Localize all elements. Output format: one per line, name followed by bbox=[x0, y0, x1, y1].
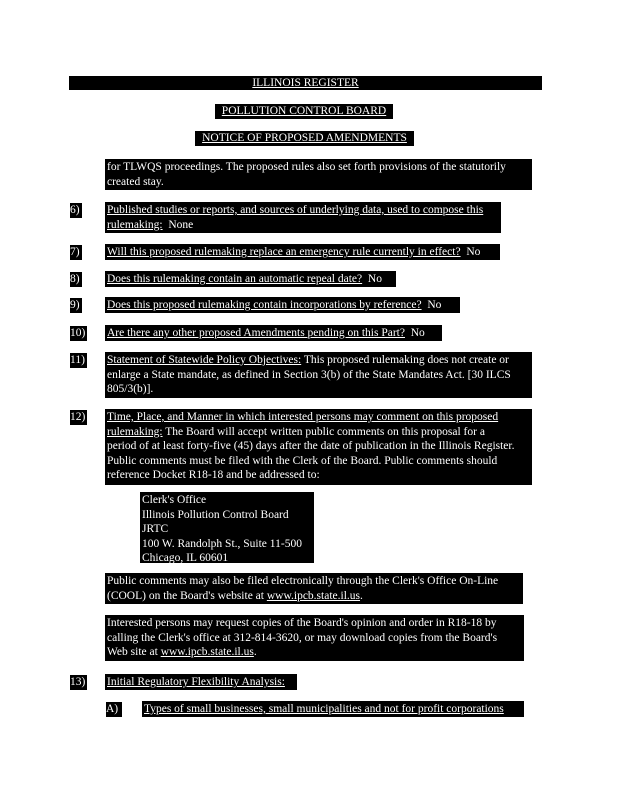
copies-line-2: calling the Clerk's office at 312-814-3620, or may download copies from the Board's bbox=[107, 631, 498, 644]
item-7-question: Will this proposed rulemaking replace an emergency rule currently in effect? bbox=[107, 246, 461, 258]
item-6-line-1: Published studies or reports, and sources of underlying data, used to compose this bbox=[107, 204, 484, 216]
item-10-question: Are there any other proposed Amendments pending on this Part? bbox=[107, 327, 405, 339]
item-6-label-end: rulemaking: bbox=[107, 218, 163, 231]
item-11-line-3: 805/3(b)]. bbox=[107, 383, 154, 395]
item-7-answer: No bbox=[466, 246, 481, 258]
item-9-answer: No bbox=[427, 299, 442, 311]
address-line-2: Illinois Pollution Control Board bbox=[142, 508, 289, 521]
item-12-line-3: period of at least forty-five (45) days after the date of publication in the Illinois Register. bbox=[107, 440, 515, 452]
copies-line-1: Interested persons may request copies of the Board's opinion and order in R18-18 by bbox=[107, 617, 497, 629]
cool-line-1: Public comments may also be filed electronically through the Clerk's Office On-Line bbox=[107, 575, 499, 587]
item-11-text bbox=[105, 352, 532, 398]
item-10-number: 10) bbox=[70, 327, 86, 339]
item-6-answer: None bbox=[168, 218, 194, 231]
copies-website-link[interactable]: www.ipcb.state.il.us bbox=[160, 646, 254, 658]
address-line-5: Chicago, IL 60601 bbox=[142, 552, 229, 564]
item-12-label-line-2: rulemaking: bbox=[107, 425, 163, 438]
board-header: POLLUTION CONTROL BOARD bbox=[215, 104, 393, 119]
item-a-label: Types of small businesses, small municipalities and not for profit corporations bbox=[142, 701, 524, 717]
item-8-number: 8) bbox=[70, 272, 82, 287]
item-12-line-4: Public comments must be filed with the Clerk of the Board. Public comments should bbox=[107, 454, 498, 467]
cool-line-2: (COOL) on the Board's website at bbox=[107, 589, 267, 602]
item-11-line-2: enlarge a State mandate, as defined in Section 3(b) of the State Mandates Act. [30 ILCS bbox=[107, 368, 511, 381]
item-12-line-2: The Board will accept written public comments on this proposal for a bbox=[162, 425, 485, 438]
address-line-4: 100 W. Randolph St., Suite 11-500 bbox=[142, 537, 302, 550]
item-11-number: 11) bbox=[70, 353, 87, 368]
item-10-answer: No bbox=[410, 327, 425, 339]
item-6-number: 6) bbox=[70, 203, 82, 218]
item-9-text bbox=[105, 297, 460, 313]
item-7-number: 7) bbox=[70, 245, 82, 260]
item-13-label: Initial Regulatory Flexibility Analysis: bbox=[105, 674, 297, 690]
intro-line-1: for TLWQS proceedings. The proposed rules also set forth provisions of the statutorily bbox=[107, 161, 506, 173]
intro-line-2: created stay. bbox=[107, 175, 164, 188]
cool-website-link[interactable]: www.ipcb.state.il.us bbox=[266, 589, 361, 602]
clerk-address bbox=[140, 492, 314, 563]
address-line-3: JRTC bbox=[142, 523, 169, 535]
item-12-number: 12) bbox=[70, 411, 86, 423]
item-a-label-number: A) bbox=[106, 702, 122, 717]
item-11-label: Statement of Statewide Policy Objectives: bbox=[107, 354, 302, 366]
item-6-text bbox=[105, 202, 501, 233]
item-11-line-1: This proposed rulemaking does not create or bbox=[301, 354, 509, 366]
item-12-text bbox=[105, 409, 532, 485]
copies-line-3: Web site at bbox=[107, 646, 161, 658]
item-12-line-5: reference Docket R18-18 and be addressed to: bbox=[107, 469, 320, 481]
address-line-1: Clerk's Office bbox=[142, 494, 207, 506]
notice-header: NOTICE OF PROPOSED AMENDMENTS bbox=[195, 131, 414, 146]
item-7-text bbox=[105, 244, 500, 260]
item-9-question: Does this proposed rulemaking contain incorporations by reference? bbox=[107, 299, 422, 311]
item-13-number: 13) bbox=[70, 676, 86, 688]
item-10-text bbox=[105, 325, 442, 341]
register-header: ILLINOIS REGISTER bbox=[69, 76, 542, 90]
item-12-label-line-1: Time, Place, and Manner in which interested persons may comment on this proposed bbox=[107, 411, 499, 423]
item-8-text bbox=[105, 271, 396, 287]
item-9-number: 9) bbox=[70, 298, 82, 313]
copies-paragraph bbox=[105, 615, 524, 661]
intro-paragraph bbox=[105, 159, 532, 190]
cool-line-2-end: . bbox=[360, 589, 363, 602]
cool-paragraph bbox=[105, 573, 523, 604]
item-8-question: Does this rulemaking contain an automatic repeal date? bbox=[107, 273, 363, 285]
copies-line-3-end: . bbox=[253, 646, 257, 658]
item-8-answer: No bbox=[367, 273, 382, 285]
